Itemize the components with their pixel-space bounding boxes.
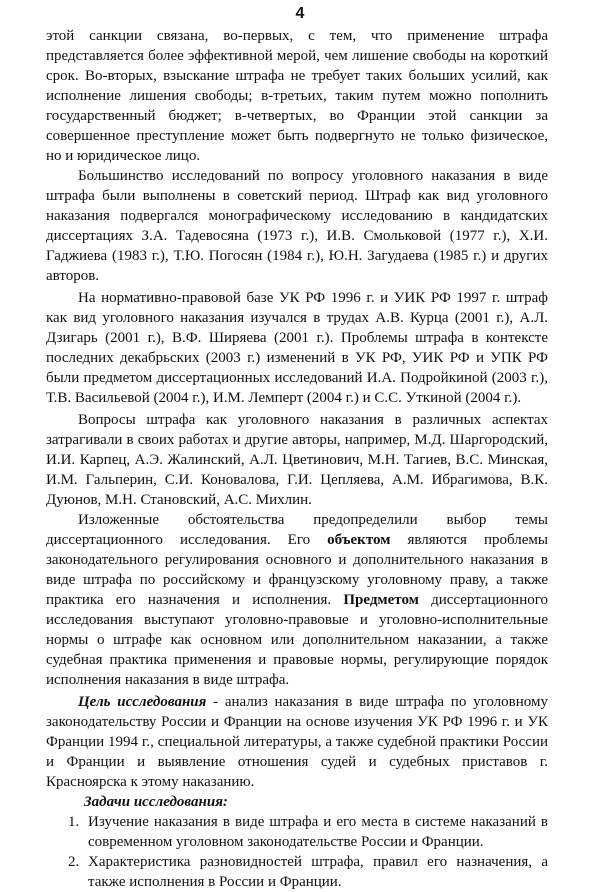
paragraph-goal (46, 692, 548, 792)
subject-term: Предметом (343, 592, 419, 608)
paragraph-normative-base: На нормативно-правовой базе УК РФ 1996 г. и УИК РФ 1997 г. штраф как вид уголовного наказания изучался в трудах А.В. Курца (2001 г.), А.Л. Дзигарь (2001 г.), В.Ф. Ширяева (2001 г.). Проблемы штрафа в контексте последних декабрьских (2003 г.) изменений в УК РФ, УИК РФ и УПК РФ были предметом диссертационных исследований И.А. Подройкиной (2003 г.), Т.В. Васильевой (2004 г.), И.М. Лемперт (2004 г.) и С.С. Уткиной (2004 г.). (46, 290, 548, 406)
object-description: являются проблемы законодательного регулирования основного и дополнительного наказания в виде штрафа по российскому и французскому уголовному праву, а также практика его назначения и исполнения. (46, 532, 548, 608)
list-item-text: Характеристика разновидностей штрафа, правил его назначения, а также исполнения в России и Франции. (88, 854, 548, 890)
goal-term: Цель исследования (78, 694, 207, 710)
object-term: объектом (327, 532, 391, 548)
list-item-number: 1. (68, 814, 80, 830)
list-item (46, 852, 548, 892)
list-item-text: Изучение наказания в виде штрафа и его места в системе наказаний в современном уголовном законодательстве России и Франции. (88, 814, 548, 850)
tasks-title: Задачи исследования: (84, 794, 228, 810)
tasks-heading (46, 792, 548, 812)
paragraph-other-authors: Вопросы штрафа как уголовного наказания в различных аспектах затрагивали в своих работах и другие авторы, например, М.Д. Шаргородский, И.И. Карпец, А.Э. Жалинский, А.Л. Цветинович, М.Н. Тагиев, В.С. Минская, И.М. Гальперин, С.И. Коновалова, Г.И. Цепляева, А.М. Ибрагимова, В.К. Дуюнов, М.Н. Становский, А.С. Михлин. (46, 412, 548, 508)
paragraph-object-subject (46, 510, 548, 690)
paragraph-sanction: этой санкции связана, во-первых, с тем, что применение штрафа представляется более эффективной мерой, чем лишение свободы на короткий срок. Во-вторых, взыскание штрафа не требует таких больших усилий, как исполнение лишения свободы; в-третьих, таким путем можно пополнить государственный бюджет; в-четвертых, во Франции этой санкции за совершенное преступление может быть подвергнуто не только физическое, но и юридическое лицо. (46, 28, 548, 164)
goal-description: - анализ наказания в виде штрафа по уголовному законодательству России и Франции на основе изучения УК РФ 1996 г. и УК Франции 1994 г., специальной литературы, а также судебной практики России и Франции и выявление отношения судей и судебных приставов г. Красноярска к этому наказанию. (46, 694, 548, 790)
paragraph-soviet-research: Большинство исследований по вопросу уголовного наказания в виде штрафа были выполнены в советский период. Штраф как вид уголовного наказания подвергался монографическому исследованию в кандидатских диссертациях З.А. Тадевосяна (1973 г.), И.В. Смольковой (1977 г.), Х.И. Гаджиева (1983 г.), Т.Ю. Погосян (1984 г.), Ю.Н. Загудаева (1985 г.) и других авторов. (46, 168, 548, 284)
list-item (46, 812, 548, 852)
subject-description: диссертационного исследования выступают уголовно-правовые и уголовно-исполнительные нормы о штрафе как основном или дополнительном наказании, а также судебная практика применения и правовые нормы, регулирующие порядок исполнения наказания в виде штрафа. (46, 592, 549, 688)
list-item-number: 2. (68, 854, 80, 870)
object-intro-text: Изложенные обстоятельства предопределили выбор темы диссертационного исследования. Его (46, 512, 548, 548)
body-text (46, 26, 548, 892)
tasks-list (46, 812, 548, 892)
page-number: 4 (295, 5, 305, 22)
